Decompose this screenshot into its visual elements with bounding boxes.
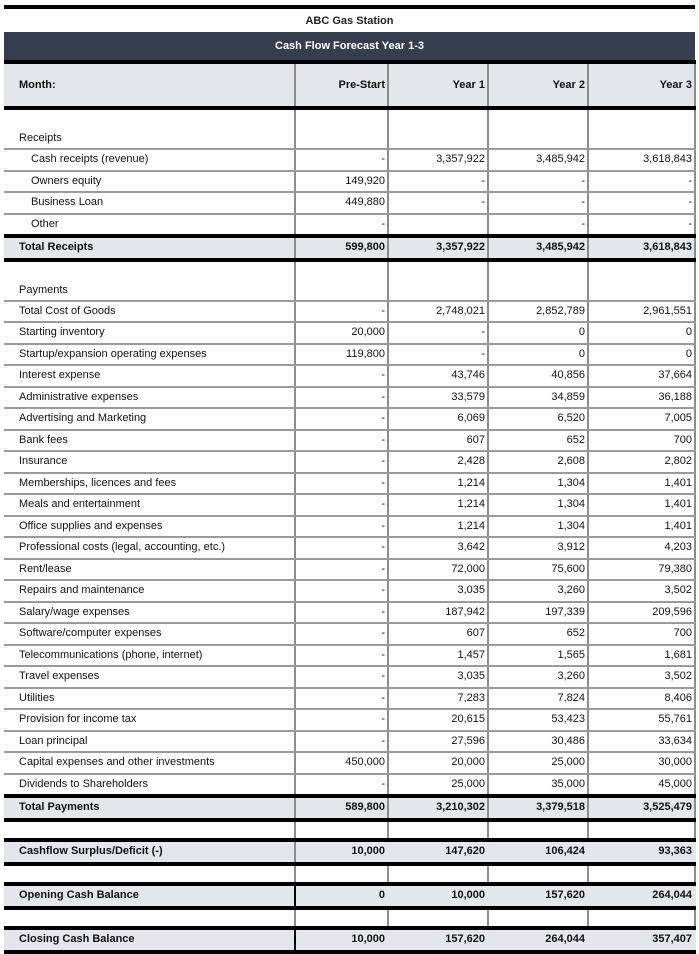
top-border bbox=[4, 5, 695, 9]
spacer-row bbox=[4, 820, 695, 840]
cell-prestart[interactable]: - bbox=[295, 214, 388, 237]
row-label: Salary/wage expenses bbox=[4, 602, 295, 624]
receipt-row bbox=[4, 214, 695, 237]
row-label: Total Receipts bbox=[4, 236, 295, 260]
row-label: Memberships, licences and fees bbox=[4, 473, 295, 495]
payment-row bbox=[4, 365, 695, 387]
cell-prestart[interactable]: - bbox=[295, 430, 388, 452]
row-label: Closing Cash Balance bbox=[4, 928, 295, 952]
cell-year1[interactable]: 3,035 bbox=[388, 580, 488, 602]
cell-year2[interactable]: 2,608 bbox=[488, 451, 588, 473]
cell-prestart[interactable]: - bbox=[295, 537, 388, 559]
cell-year2[interactable] bbox=[488, 864, 588, 884]
cell-year3[interactable]: 79,380 bbox=[588, 559, 695, 581]
cell-year3[interactable]: 45,000 bbox=[588, 774, 695, 797]
payment-row bbox=[4, 473, 695, 495]
payment-row bbox=[4, 645, 695, 667]
cell-year3[interactable] bbox=[588, 908, 695, 928]
cell-year2[interactable]: 7,824 bbox=[488, 688, 588, 710]
cell-year1[interactable]: 1,457 bbox=[388, 645, 488, 667]
cell-year2[interactable]: 1,565 bbox=[488, 645, 588, 667]
cell-year3[interactable]: 4,203 bbox=[588, 537, 695, 559]
row-label: Administrative expenses bbox=[4, 387, 295, 409]
receipt-row bbox=[4, 171, 695, 193]
cell-year1[interactable]: 27,596 bbox=[388, 731, 488, 753]
cell-prestart[interactable]: 20,000 bbox=[295, 322, 388, 344]
cell-year1[interactable]: 1,214 bbox=[388, 494, 488, 516]
row-label: Cashflow Surplus/Deficit (-) bbox=[4, 840, 295, 864]
cell-year3[interactable]: 8,406 bbox=[588, 688, 695, 710]
payment-row bbox=[4, 408, 695, 430]
cell-year1[interactable]: 10,000 bbox=[388, 884, 488, 908]
payment-row bbox=[4, 430, 695, 452]
cell-prestart[interactable]: - bbox=[295, 365, 388, 387]
cell-year1[interactable]: 25,000 bbox=[388, 774, 488, 797]
cell-year2[interactable]: 3,260 bbox=[488, 666, 588, 688]
cell-year2[interactable]: 6,520 bbox=[488, 408, 588, 430]
receipt-row bbox=[4, 192, 695, 214]
cell-year3[interactable]: 3,525,479 bbox=[588, 796, 695, 820]
row-label: Dividends to Shareholders bbox=[4, 774, 295, 797]
cell-prestart[interactable] bbox=[295, 108, 388, 149]
cell-prestart[interactable]: - bbox=[295, 731, 388, 753]
cell-year1[interactable]: 3,357,922 bbox=[388, 149, 488, 171]
row-label: Advertising and Marketing bbox=[4, 408, 295, 430]
cell-prestart[interactable]: - bbox=[295, 408, 388, 430]
cell-year1[interactable]: 157,620 bbox=[388, 928, 488, 952]
cell-year3[interactable]: 3,502 bbox=[588, 666, 695, 688]
total-payments-row bbox=[4, 796, 695, 820]
payment-row bbox=[4, 516, 695, 538]
cell-year1[interactable] bbox=[388, 820, 488, 840]
cell-year1[interactable]: 3,642 bbox=[388, 537, 488, 559]
row-label: Total Payments bbox=[4, 796, 295, 820]
header-col-prestart: Pre-Start bbox=[295, 62, 388, 108]
cell-year2[interactable]: 35,000 bbox=[488, 774, 588, 797]
cell-year2[interactable]: 30,486 bbox=[488, 731, 588, 753]
cell-prestart[interactable] bbox=[295, 908, 388, 928]
row-label: Capital expenses and other investments bbox=[4, 752, 295, 774]
cell-year1[interactable]: 6,069 bbox=[388, 408, 488, 430]
cell-year1[interactable]: 2,428 bbox=[388, 451, 488, 473]
row-label: Other bbox=[4, 214, 295, 237]
cell-year2[interactable] bbox=[488, 108, 588, 149]
cell-year3[interactable]: 264,044 bbox=[588, 884, 695, 908]
cell-year1[interactable]: 607 bbox=[388, 623, 488, 645]
payment-row bbox=[4, 387, 695, 409]
cell-year1[interactable] bbox=[388, 864, 488, 884]
cell-year2[interactable]: - bbox=[488, 214, 588, 237]
cell-year1[interactable] bbox=[388, 214, 488, 237]
cell-year1[interactable]: 3,210,302 bbox=[388, 796, 488, 820]
payment-row bbox=[4, 666, 695, 688]
cell-prestart[interactable]: 119,800 bbox=[295, 344, 388, 366]
payment-row bbox=[4, 322, 695, 344]
cell-year3[interactable]: 209,596 bbox=[588, 602, 695, 624]
row-label: Payments bbox=[4, 260, 295, 301]
cell-year3[interactable]: 36,188 bbox=[588, 387, 695, 409]
cell-prestart[interactable]: 10,000 bbox=[295, 928, 388, 952]
spacer-row bbox=[4, 908, 695, 928]
cell-year3[interactable] bbox=[588, 260, 695, 301]
cell-year2[interactable]: 3,379,518 bbox=[488, 796, 588, 820]
row-label: Software/computer expenses bbox=[4, 623, 295, 645]
row-label: Office supplies and expenses bbox=[4, 516, 295, 538]
row-label: Loan principal bbox=[4, 731, 295, 753]
cell-year2[interactable]: 3,260 bbox=[488, 580, 588, 602]
cell-year3[interactable]: 700 bbox=[588, 430, 695, 452]
row-label: Meals and entertainment bbox=[4, 494, 295, 516]
cell-year1[interactable]: 1,214 bbox=[388, 516, 488, 538]
cell-year2[interactable]: 1,304 bbox=[488, 494, 588, 516]
cell-year2[interactable]: 264,044 bbox=[488, 928, 588, 952]
cell-year1[interactable]: 607 bbox=[388, 430, 488, 452]
cell-year2[interactable]: 652 bbox=[488, 430, 588, 452]
row-label bbox=[4, 864, 295, 884]
cell-year2[interactable]: 0 bbox=[488, 344, 588, 366]
row-label: Telecommunications (phone, internet) bbox=[4, 645, 295, 667]
cell-prestart[interactable]: - bbox=[295, 301, 388, 323]
header-col-year3: Year 3 bbox=[588, 62, 695, 108]
row-label: Repairs and maintenance bbox=[4, 580, 295, 602]
cell-prestart[interactable]: - bbox=[295, 623, 388, 645]
cell-year2[interactable]: 25,000 bbox=[488, 752, 588, 774]
cell-year1[interactable]: 43,746 bbox=[388, 365, 488, 387]
cell-year2[interactable]: 3,485,942 bbox=[488, 236, 588, 260]
cell-prestart[interactable] bbox=[295, 260, 388, 301]
row-label: Starting inventory bbox=[4, 322, 295, 344]
opening-balance-row bbox=[4, 884, 695, 908]
cell-year1[interactable] bbox=[388, 260, 488, 301]
cell-year1[interactable]: 147,620 bbox=[388, 840, 488, 864]
cell-year2[interactable] bbox=[488, 820, 588, 840]
payment-row bbox=[4, 602, 695, 624]
cell-year1[interactable]: 72,000 bbox=[388, 559, 488, 581]
header-month-label: Month: bbox=[4, 62, 295, 108]
spacer-row bbox=[4, 864, 695, 884]
cell-prestart[interactable]: - bbox=[295, 149, 388, 171]
cell-year3[interactable]: 1,401 bbox=[588, 473, 695, 495]
cell-prestart[interactable]: - bbox=[295, 645, 388, 667]
cell-prestart[interactable] bbox=[295, 864, 388, 884]
header-col-year2: Year 2 bbox=[488, 62, 588, 108]
cell-prestart[interactable]: 449,880 bbox=[295, 192, 388, 214]
cell-year2[interactable]: 75,600 bbox=[488, 559, 588, 581]
cell-prestart[interactable]: - bbox=[295, 559, 388, 581]
cell-year3[interactable]: 0 bbox=[588, 322, 695, 344]
cell-year2[interactable]: 1,304 bbox=[488, 516, 588, 538]
cell-year3[interactable]: 37,664 bbox=[588, 365, 695, 387]
row-label: Travel expenses bbox=[4, 666, 295, 688]
cell-year1[interactable]: 20,615 bbox=[388, 709, 488, 731]
row-label: Provision for income tax bbox=[4, 709, 295, 731]
cell-year3[interactable]: 3,618,843 bbox=[588, 149, 695, 171]
cell-year2[interactable]: 0 bbox=[488, 322, 588, 344]
cell-prestart[interactable]: - bbox=[295, 516, 388, 538]
cell-year3[interactable]: 55,761 bbox=[588, 709, 695, 731]
payment-row bbox=[4, 774, 695, 797]
cell-year1[interactable]: - bbox=[388, 192, 488, 214]
cell-year3[interactable] bbox=[588, 108, 695, 149]
cell-prestart[interactable]: - bbox=[295, 688, 388, 710]
cell-prestart[interactable]: - bbox=[295, 709, 388, 731]
cell-prestart[interactable]: 0 bbox=[295, 884, 388, 908]
payment-row bbox=[4, 731, 695, 753]
cell-year2[interactable]: - bbox=[488, 171, 588, 193]
cell-year2[interactable]: - bbox=[488, 192, 588, 214]
cell-prestart[interactable]: - bbox=[295, 602, 388, 624]
cell-year3[interactable]: 30,000 bbox=[588, 752, 695, 774]
payment-row bbox=[4, 580, 695, 602]
total-receipts-row bbox=[4, 236, 695, 260]
cell-year3[interactable]: 357,407 bbox=[588, 928, 695, 952]
section-payments bbox=[4, 260, 695, 301]
cell-year2[interactable]: 3,912 bbox=[488, 537, 588, 559]
row-label: Interest expense bbox=[4, 365, 295, 387]
cell-year3[interactable]: 1,401 bbox=[588, 516, 695, 538]
cell-year1[interactable]: - bbox=[388, 322, 488, 344]
row-label: Receipts bbox=[4, 108, 295, 149]
cell-year3[interactable]: 2,961,551 bbox=[588, 301, 695, 323]
cell-year2[interactable]: 652 bbox=[488, 623, 588, 645]
payment-row bbox=[4, 709, 695, 731]
payment-row bbox=[4, 494, 695, 516]
cell-year2[interactable] bbox=[488, 908, 588, 928]
row-label: Opening Cash Balance bbox=[4, 884, 295, 908]
row-label: Startup/expansion operating expenses bbox=[4, 344, 295, 366]
payment-row bbox=[4, 344, 695, 366]
cell-year3[interactable]: 3,502 bbox=[588, 580, 695, 602]
cell-year1[interactable] bbox=[388, 908, 488, 928]
cell-prestart[interactable]: 10,000 bbox=[295, 840, 388, 864]
cell-year2[interactable]: 3,485,942 bbox=[488, 149, 588, 171]
cell-year3[interactable]: 1,401 bbox=[588, 494, 695, 516]
cell-year2[interactable]: 2,852,789 bbox=[488, 301, 588, 323]
row-label bbox=[4, 820, 295, 840]
cell-year3[interactable]: 33,634 bbox=[588, 731, 695, 753]
cell-year2[interactable] bbox=[488, 260, 588, 301]
row-label: Total Cost of Goods bbox=[4, 301, 295, 323]
cell-year1[interactable]: 3,357,922 bbox=[388, 236, 488, 260]
cell-prestart[interactable]: - bbox=[295, 473, 388, 495]
cell-year1[interactable]: 20,000 bbox=[388, 752, 488, 774]
cell-year3[interactable]: - bbox=[588, 214, 695, 237]
cell-year3[interactable]: - bbox=[588, 171, 695, 193]
cell-year2[interactable]: 197,339 bbox=[488, 602, 588, 624]
cell-year3[interactable]: 1,681 bbox=[588, 645, 695, 667]
cell-year2[interactable]: 53,423 bbox=[488, 709, 588, 731]
cell-year3[interactable]: 7,005 bbox=[588, 408, 695, 430]
cell-year1[interactable] bbox=[388, 108, 488, 149]
section-receipts bbox=[4, 108, 695, 149]
cell-prestart[interactable]: - bbox=[295, 580, 388, 602]
closing-balance-row bbox=[4, 928, 695, 952]
cell-prestart[interactable]: - bbox=[295, 387, 388, 409]
row-label: Insurance bbox=[4, 451, 295, 473]
row-label: Business Loan bbox=[4, 192, 295, 214]
payment-row bbox=[4, 537, 695, 559]
company-name: ABC Gas Station bbox=[305, 15, 394, 27]
payment-row bbox=[4, 559, 695, 581]
cashflow-surplus-row bbox=[4, 840, 695, 864]
cell-prestart[interactable]: - bbox=[295, 451, 388, 473]
cell-year1[interactable]: 33,579 bbox=[388, 387, 488, 409]
cell-prestart[interactable]: - bbox=[295, 494, 388, 516]
cell-year1[interactable]: - bbox=[388, 171, 488, 193]
payment-row bbox=[4, 301, 695, 323]
row-label bbox=[4, 908, 295, 928]
payment-row bbox=[4, 688, 695, 710]
receipt-row bbox=[4, 149, 695, 171]
cell-year3[interactable]: 3,618,843 bbox=[588, 236, 695, 260]
header-row bbox=[4, 62, 695, 108]
cell-prestart[interactable]: 589,800 bbox=[295, 796, 388, 820]
cell-prestart[interactable] bbox=[295, 820, 388, 840]
cell-prestart[interactable]: - bbox=[295, 774, 388, 797]
sheet-title-banner: Cash Flow Forecast Year 1-3 bbox=[4, 32, 695, 60]
cell-year2[interactable]: 157,620 bbox=[488, 884, 588, 908]
row-label: Cash receipts (revenue) bbox=[4, 149, 295, 171]
cell-year2[interactable]: 1,304 bbox=[488, 473, 588, 495]
row-label: Professional costs (legal, accounting, etc.) bbox=[4, 537, 295, 559]
cell-year1[interactable]: 187,942 bbox=[388, 602, 488, 624]
payment-row bbox=[4, 451, 695, 473]
cell-year1[interactable]: 2,748,021 bbox=[388, 301, 488, 323]
row-label: Utilities bbox=[4, 688, 295, 710]
payment-row bbox=[4, 623, 695, 645]
cell-prestart[interactable]: 450,000 bbox=[295, 752, 388, 774]
cell-year3[interactable]: - bbox=[588, 192, 695, 214]
cell-year2[interactable]: 40,856 bbox=[488, 365, 588, 387]
cell-year1[interactable]: 3,035 bbox=[388, 666, 488, 688]
cell-year3[interactable] bbox=[588, 864, 695, 884]
cell-prestart[interactable]: - bbox=[295, 666, 388, 688]
cell-year3[interactable]: 2,802 bbox=[588, 451, 695, 473]
header-col-year1: Year 1 bbox=[388, 62, 488, 108]
row-label: Owners equity bbox=[4, 171, 295, 193]
cell-year1[interactable]: - bbox=[388, 344, 488, 366]
cell-year3[interactable]: 0 bbox=[588, 344, 695, 366]
cell-year2[interactable]: 34,859 bbox=[488, 387, 588, 409]
row-label: Bank fees bbox=[4, 430, 295, 452]
cell-year3[interactable]: 700 bbox=[588, 623, 695, 645]
payment-row bbox=[4, 752, 695, 774]
cell-year1[interactable]: 1,214 bbox=[388, 473, 488, 495]
row-label: Rent/lease bbox=[4, 559, 295, 581]
cell-year1[interactable]: 7,283 bbox=[388, 688, 488, 710]
cell-prestart[interactable]: 599,800 bbox=[295, 236, 388, 260]
cell-prestart[interactable]: 149,920 bbox=[295, 171, 388, 193]
cell-year3[interactable]: 93,363 bbox=[588, 840, 695, 864]
cell-year3[interactable] bbox=[588, 820, 695, 840]
cash-flow-table bbox=[4, 60, 696, 954]
cell-year2[interactable]: 106,424 bbox=[488, 840, 588, 864]
